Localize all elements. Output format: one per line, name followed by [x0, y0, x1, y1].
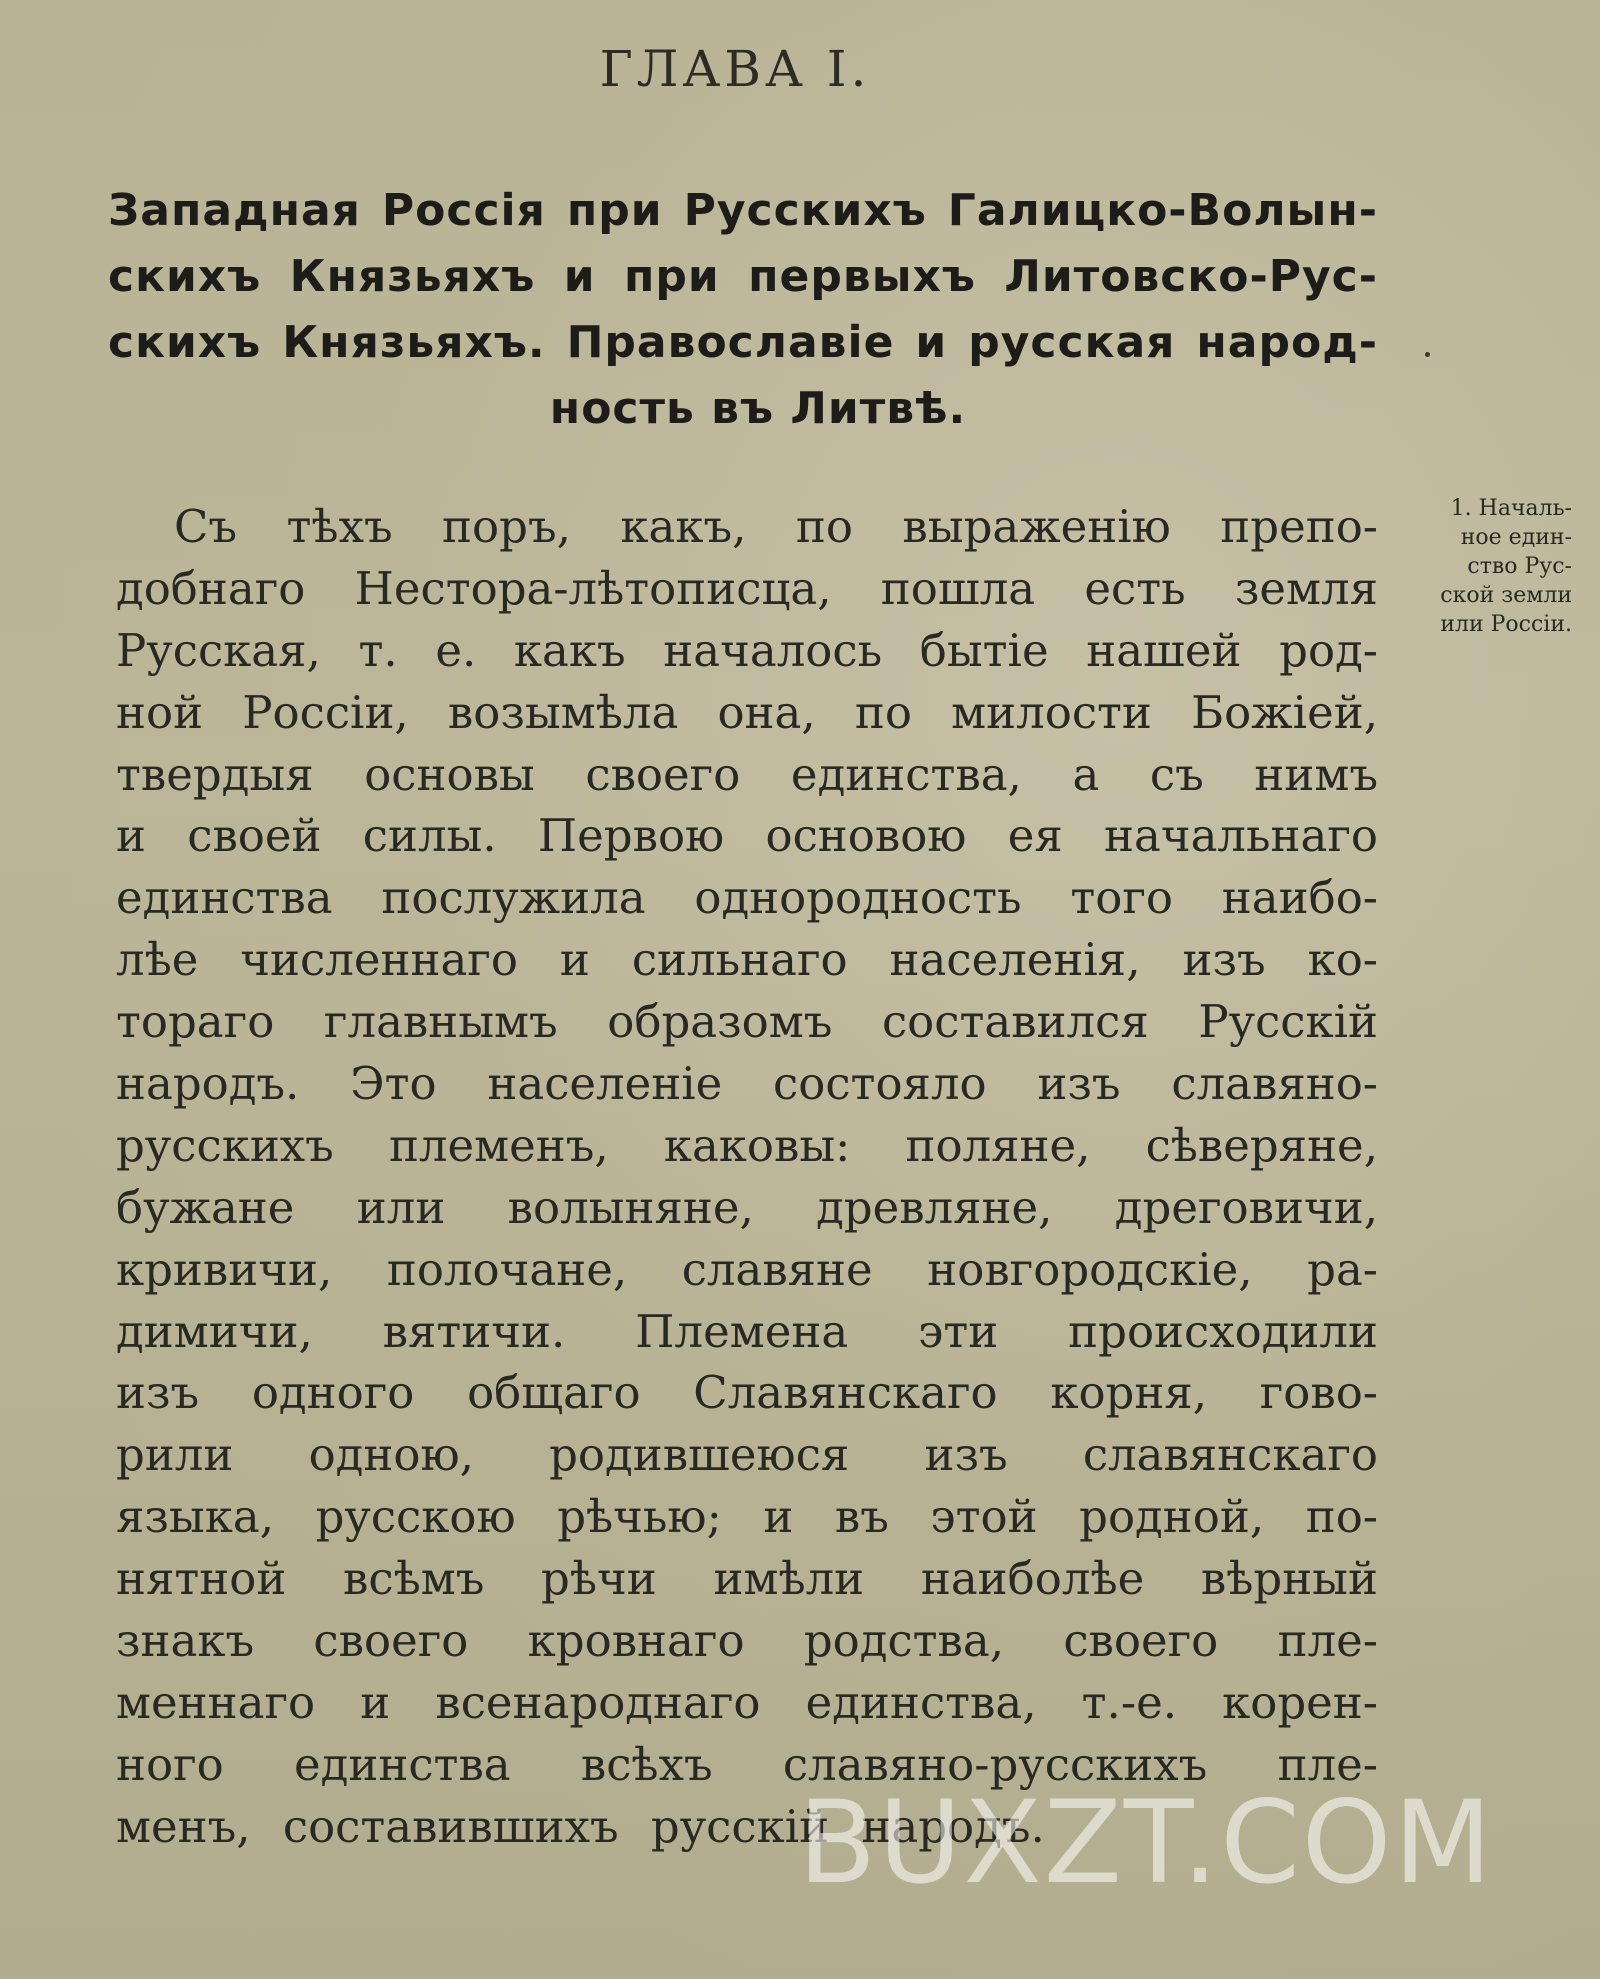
text-line: кривичи, полочане, славяне новгородскіе, ра-: [116, 1242, 1378, 1296]
text-line: менъ, составившихъ русскій народъ.: [116, 1799, 1045, 1853]
text-line: рили одною, родившеюся изъ славянскаго: [116, 1428, 1378, 1482]
heading-line: скихъ Князьяхъ. Православіе и русская народ-: [108, 317, 1378, 368]
margin-note-line: или Россіи.: [1440, 612, 1572, 637]
heading-line: ность въ Литвѣ.: [549, 383, 967, 434]
text-line: изъ одного общаго Славянскаго корня, гово-: [116, 1366, 1378, 1420]
text-line: димичи, вятичи. Племена эти происходили: [116, 1304, 1378, 1358]
text-line: русскихъ племенъ, каковы: поляне, сѣверяне,: [116, 1118, 1378, 1172]
text-line: языка, русскою рѣчью; и въ этой родной, по-: [116, 1490, 1378, 1544]
margin-note-line: ство Рус-: [1467, 554, 1572, 579]
text-line: твердыя основы своего единства, а съ нимъ: [116, 747, 1378, 801]
text-line: Съ тѣхъ поръ, какъ, по выраженію препо-: [174, 500, 1378, 553]
text-line: единства послужила однородность того наибо-: [116, 871, 1378, 925]
text-line: народъ. Это населеніе состояло изъ славяно-: [116, 1057, 1378, 1111]
heading-line: скихъ Князьяхъ и при первыхъ Литовско-Рус-: [108, 251, 1378, 302]
watermark: BUXZT.COM: [798, 1776, 1494, 1909]
text-line: ной Россіи, возымѣла она, по милости Божіей,: [116, 685, 1378, 739]
chapter-title: ГЛАВА I.: [599, 40, 871, 98]
margin-note-line: 1. Началь-: [1450, 496, 1572, 521]
text-line: тораго главнымъ образомъ составился Русскій: [116, 995, 1378, 1049]
section-heading: [108, 178, 1378, 442]
text-line: добнаго Нестора-лѣтописца, пошла есть земля: [116, 561, 1378, 615]
text-line: лѣе численнаго и сильнаго населенія, изъ ко-: [116, 933, 1378, 987]
heading-line: Западная Россія при Русскихъ Галицко-Волын-: [108, 185, 1378, 236]
text-line: нятной всѣмъ рѣчи имѣли наиболѣе вѣрный: [116, 1552, 1378, 1606]
margin-note-line: ное един-: [1460, 525, 1572, 550]
ink-speck: [1425, 352, 1430, 357]
text-line: Русская, т. е. какъ началось бытіе нашей род-: [116, 623, 1378, 677]
margin-note: [1376, 494, 1572, 639]
margin-note-line: ской земли: [1440, 583, 1572, 608]
text-line: знакъ своего кровнаго родства, своего пле-: [116, 1614, 1378, 1668]
body-paragraph: [116, 496, 1378, 1858]
text-line: и своей силы. Первою основою ея начальнаго: [116, 809, 1378, 863]
text-line: ного единства всѣхъ славяно-русскихъ пле-: [116, 1737, 1378, 1791]
text-line: меннаго и всенароднаго единства, т.-е. корен-: [116, 1675, 1378, 1729]
text-line: бужане или волыняне, древляне, дреговичи,: [116, 1180, 1378, 1234]
